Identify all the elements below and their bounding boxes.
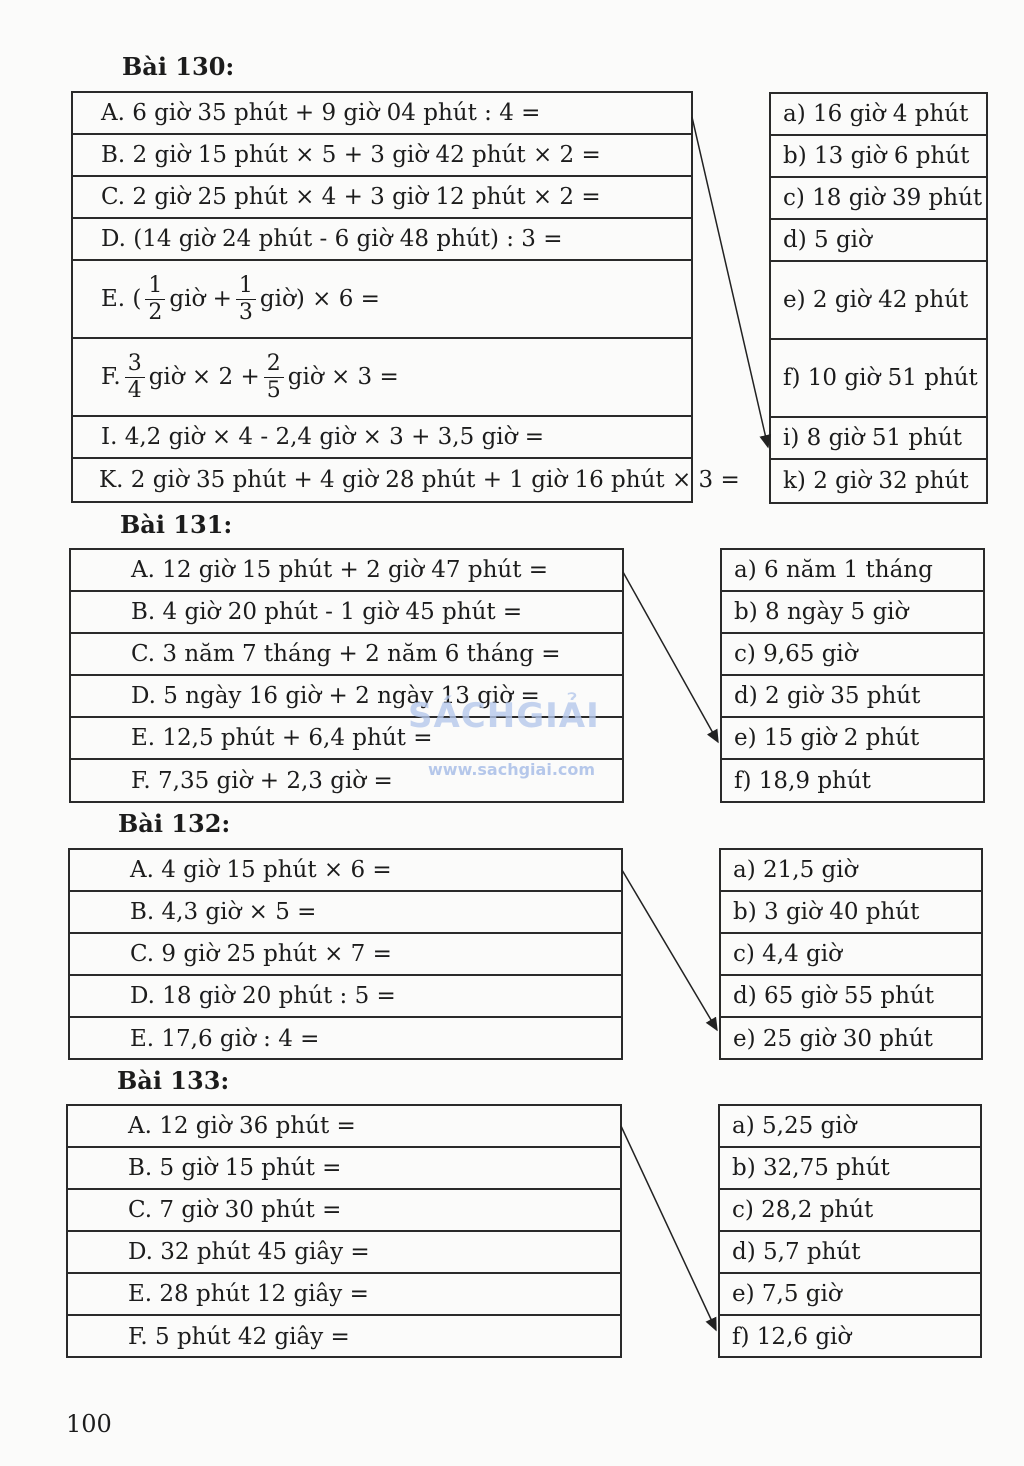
answer-text: a) 6 năm 1 tháng xyxy=(734,557,933,583)
answer-text: e) 2 giờ 42 phút xyxy=(783,287,969,313)
question-text: B. 4 giờ 20 phút - 1 giờ 45 phút = xyxy=(131,599,523,625)
answer-text: a) 16 giờ 4 phút xyxy=(783,101,969,127)
question-text: C. 3 năm 7 tháng + 2 năm 6 tháng = xyxy=(131,641,561,667)
question-row[interactable] xyxy=(73,135,691,177)
question-text: I. 4,2 giờ × 4 - 2,4 giờ × 3 + 3,5 giờ = xyxy=(101,424,545,450)
answer-text: c) 4,4 giờ xyxy=(733,941,842,967)
answer-row[interactable] xyxy=(722,718,983,760)
question-text: B. 2 giờ 15 phút × 5 + 3 giờ 42 phút × 2 = xyxy=(101,142,601,168)
expr-text: giờ) × 6 = xyxy=(259,286,380,312)
answer-text: a) 5,25 giờ xyxy=(732,1113,857,1139)
answer-row[interactable] xyxy=(771,340,986,418)
answer-text: b) 32,75 phút xyxy=(732,1155,890,1181)
answer-row[interactable] xyxy=(771,418,986,460)
watermark-url: www.sachgiai.com xyxy=(428,760,596,779)
answer-text: d) 65 giờ 55 phút xyxy=(733,983,934,1009)
answer-text: f) 18,9 phút xyxy=(734,768,871,794)
arrow-132 xyxy=(622,870,717,1030)
question-text: D. (14 giờ 24 phút - 6 giờ 48 phút) : 3 = xyxy=(101,226,563,252)
expr-text: giờ + xyxy=(169,286,232,312)
question-row[interactable] xyxy=(73,177,691,219)
answer-text: e) 25 giờ 30 phút xyxy=(733,1026,933,1052)
question-text: E. 28 phút 12 giây = xyxy=(128,1281,369,1307)
answer-row[interactable] xyxy=(771,178,986,220)
answer-row[interactable] xyxy=(721,850,981,892)
fraction-expression xyxy=(101,273,380,326)
question-row[interactable] xyxy=(73,459,740,501)
question-row[interactable] xyxy=(70,850,621,892)
question-text: E. 17,6 giờ : 4 = xyxy=(130,1026,320,1052)
answer-row[interactable] xyxy=(722,634,983,676)
answer-row[interactable] xyxy=(722,550,983,592)
question-row[interactable] xyxy=(68,1316,620,1358)
question-row[interactable] xyxy=(71,592,622,634)
answer-row[interactable] xyxy=(721,892,981,934)
question-text: B. 5 giờ 15 phút = xyxy=(128,1155,342,1181)
answer-row[interactable] xyxy=(720,1232,980,1274)
expr-prefix: E. ( xyxy=(101,286,142,312)
question-row[interactable] xyxy=(71,634,622,676)
watermark-logo: SÁCHGIẢI xyxy=(408,696,600,736)
question-row[interactable] xyxy=(71,550,622,592)
question-row[interactable] xyxy=(68,1190,620,1232)
answer-row[interactable] xyxy=(771,136,986,178)
question-row[interactable] xyxy=(73,219,691,261)
expr-prefix: F. xyxy=(101,364,121,390)
question-row[interactable] xyxy=(70,1018,621,1060)
exercise-132-title: Bài 132: xyxy=(118,809,231,838)
question-text: A. 12 giờ 15 phút + 2 giờ 47 phút = xyxy=(131,557,549,583)
question-text: C. 7 giờ 30 phút = xyxy=(128,1197,342,1223)
answer-text: e) 7,5 giờ xyxy=(732,1281,842,1307)
answer-row[interactable] xyxy=(721,1018,981,1060)
exercise-133-questions xyxy=(66,1104,622,1358)
answer-row[interactable] xyxy=(721,976,981,1018)
answer-row[interactable] xyxy=(722,592,983,634)
exercise-130-questions xyxy=(71,91,740,503)
exercise-131-title: Bài 131: xyxy=(120,510,233,539)
question-row[interactable] xyxy=(68,1106,620,1148)
question-row[interactable] xyxy=(68,1274,620,1316)
expr-text: giờ × 2 + xyxy=(148,364,260,390)
question-text: K. 2 giờ 35 phút + 4 giờ 28 phút + 1 giờ 16 phút × 3 = xyxy=(99,467,740,493)
exercise-133-answers xyxy=(718,1104,982,1358)
answer-text: d) 5,7 phút xyxy=(732,1239,861,1265)
watermark xyxy=(408,688,618,779)
answer-row[interactable] xyxy=(720,1190,980,1232)
answer-text: d) 2 giờ 35 phút xyxy=(734,683,921,709)
fraction: $\frac{2}{5}$ xyxy=(264,351,284,404)
answer-row[interactable] xyxy=(771,460,986,502)
question-text: E. 12,5 phút + 6,4 phút = xyxy=(131,725,433,751)
arrow-131 xyxy=(623,572,718,742)
exercise-131-answers xyxy=(720,548,985,803)
answer-text: a) 21,5 giờ xyxy=(733,857,858,883)
question-text: F. 5 phút 42 giây = xyxy=(128,1324,350,1350)
answer-row[interactable] xyxy=(720,1106,980,1148)
question-row[interactable] xyxy=(73,417,691,459)
arrow-133 xyxy=(621,1126,716,1330)
answer-text: f) 12,6 giờ xyxy=(732,1324,852,1350)
answer-row[interactable] xyxy=(720,1148,980,1190)
question-row[interactable] xyxy=(73,93,691,135)
question-text: C. 2 giờ 25 phút × 4 + 3 giờ 12 phút × 2 = xyxy=(101,184,601,210)
arrow-130 xyxy=(692,117,768,447)
question-row[interactable] xyxy=(70,976,621,1018)
answer-row[interactable] xyxy=(720,1316,980,1358)
answer-text: b) 13 giờ 6 phút xyxy=(783,143,970,169)
question-text: D. 18 giờ 20 phút : 5 = xyxy=(130,983,396,1009)
answer-text: b) 3 giờ 40 phút xyxy=(733,899,920,925)
answer-text: f) 10 giờ 51 phút xyxy=(783,365,978,391)
question-text: D. 5 ngày 16 giờ + 2 ngày 13 giờ = xyxy=(131,683,540,709)
fraction-expression xyxy=(101,351,399,404)
answer-text: i) 8 giờ 51 phút xyxy=(783,425,962,451)
expr-text: giờ × 3 = xyxy=(287,364,399,390)
question-text: F. 7,35 giờ + 2,3 giờ = xyxy=(131,768,393,794)
answer-text: d) 5 giờ xyxy=(783,227,872,253)
answer-row[interactable] xyxy=(771,94,986,136)
answer-row[interactable] xyxy=(722,760,983,802)
answer-row[interactable] xyxy=(722,676,983,718)
question-text: B. 4,3 giờ × 5 = xyxy=(130,899,317,925)
answer-text: k) 2 giờ 32 phút xyxy=(783,468,969,494)
page-number: 100 xyxy=(66,1410,112,1438)
answer-row[interactable] xyxy=(720,1274,980,1316)
answer-text: c) 9,65 giờ xyxy=(734,641,858,667)
question-text: A. 12 giờ 36 phút = xyxy=(128,1113,356,1139)
answer-text: e) 15 giờ 2 phút xyxy=(734,725,920,751)
question-row[interactable] xyxy=(70,892,621,934)
exercise-132-questions xyxy=(68,848,623,1060)
question-row[interactable] xyxy=(70,934,621,976)
fraction: $\frac{1}{3}$ xyxy=(236,273,256,326)
question-text: A. 6 giờ 35 phút + 9 giờ 04 phút : 4 = xyxy=(101,100,541,126)
exercise-132-answers xyxy=(719,848,983,1060)
exercise-133-title: Bài 133: xyxy=(117,1066,230,1095)
exercise-130-title: Bài 130: xyxy=(122,52,235,81)
answer-row[interactable] xyxy=(721,934,981,976)
question-row[interactable] xyxy=(73,261,691,339)
answer-text: b) 8 ngày 5 giờ xyxy=(734,599,909,625)
fraction: $\frac{1}{2}$ xyxy=(145,273,165,326)
answer-text: c) 28,2 phút xyxy=(732,1197,874,1223)
question-text: A. 4 giờ 15 phút × 6 = xyxy=(130,857,392,883)
answer-row[interactable] xyxy=(771,220,986,262)
answer-text: c) 18 giờ 39 phút xyxy=(783,185,983,211)
question-row[interactable] xyxy=(68,1232,620,1274)
fraction: $\frac{3}{4}$ xyxy=(125,351,145,404)
question-row[interactable] xyxy=(73,339,691,417)
question-row[interactable] xyxy=(68,1148,620,1190)
question-text: D. 32 phút 45 giây = xyxy=(128,1239,370,1265)
answer-row[interactable] xyxy=(771,262,986,340)
question-text: C. 9 giờ 25 phút × 7 = xyxy=(130,941,392,967)
exercise-130-answers xyxy=(769,92,988,504)
